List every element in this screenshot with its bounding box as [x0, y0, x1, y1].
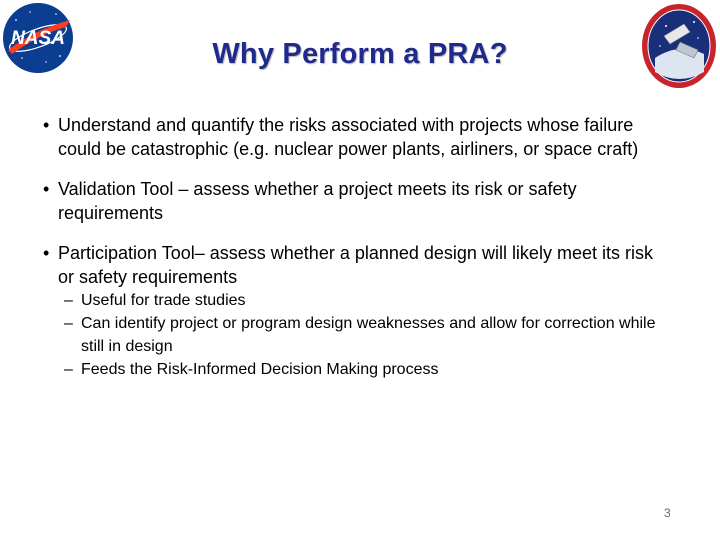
sub-bullet-item — [43, 289, 673, 312]
bullet-mark: • — [43, 179, 50, 199]
sub-bullet-mark: – — [64, 361, 73, 378]
sub-bullet-mark: – — [64, 315, 73, 332]
page-number: 3 — [664, 506, 671, 520]
bullet-mark: • — [43, 243, 50, 263]
sub-bullet-list — [43, 289, 673, 381]
svg-text:NASA: NASA — [11, 28, 65, 49]
sub-bullet-text: Feeds the Risk-Informed Decision Making process — [81, 361, 439, 378]
sub-bullet-text: Can identify project or program design weaknesses and allow for correction while still in design — [81, 315, 656, 355]
bullet-item — [43, 177, 673, 225]
sub-bullet-text: Useful for trade studies — [81, 292, 246, 309]
bullet-item — [43, 113, 673, 161]
sub-bullet-item — [43, 358, 673, 381]
bullet-text: Participation Tool– assess whether a planned design will likely meet its risk or safety requirements — [58, 243, 653, 287]
sub-bullet-item — [43, 312, 673, 358]
sub-bullet-mark: – — [64, 292, 73, 309]
bullet-list — [43, 113, 673, 381]
bullet-item — [43, 241, 673, 289]
slide-title: Why Perform a PRA? — [212, 38, 508, 70]
bullet-mark: • — [43, 115, 50, 135]
bullet-text: Understand and quantify the risks associated with projects whose failure could be catastrophic (e.g. nuclear power plants, airliners, or space craft) — [58, 115, 639, 159]
bullet-text: Validation Tool – assess whether a project meets its risk or safety requirements — [58, 179, 577, 223]
